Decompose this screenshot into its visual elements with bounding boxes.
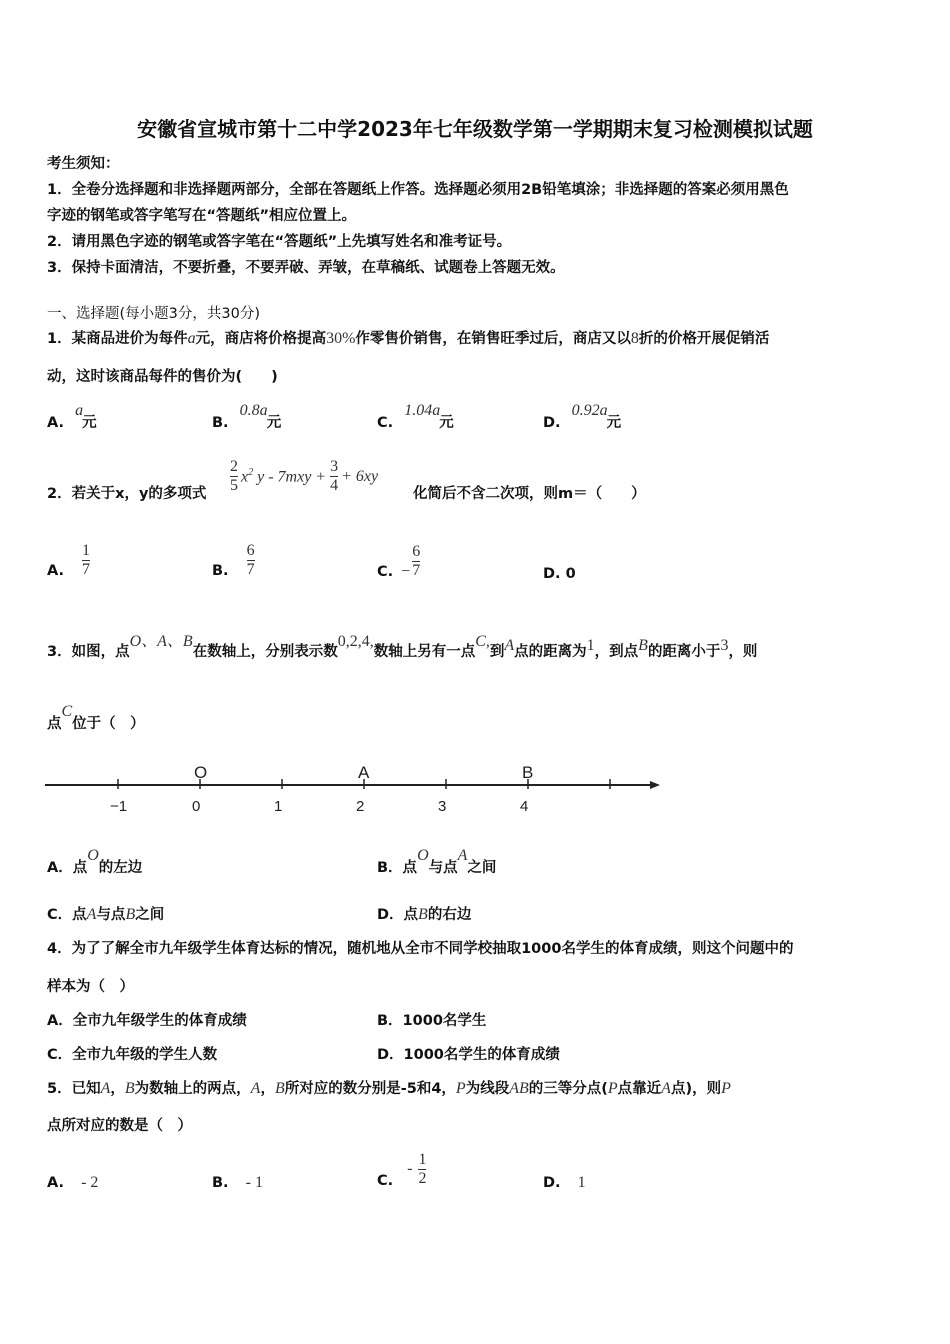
- notice-line-3: 3．保持卡面清洁，不要折叠，不要弄破、弄皱，在草稿纸、试题卷上答题无效。: [47, 260, 565, 276]
- number-line-tick-label: 0: [192, 798, 201, 815]
- number-line-tick-label: −1: [110, 798, 128, 815]
- q4-option-a[interactable]: A．全市九年级学生的体育成绩: [47, 1013, 247, 1029]
- question-1-line-2: 动，这时该商品每件的售价为( ): [47, 369, 278, 385]
- number-line-point-label: O: [194, 763, 208, 782]
- q2-option-b[interactable]: B. $\frac{6}{7}$: [212, 541, 255, 579]
- question-5: 5．已知A，B为数轴上的两点，A，B所对应的数分别是-5和4，P为线段AB的三等分点(P点靠近A点)，则P: [47, 1080, 731, 1097]
- q1-option-b[interactable]: B. 0.8a 元: [212, 402, 282, 431]
- q4-option-d[interactable]: D．1000名学生的体育成绩: [377, 1047, 560, 1063]
- question-4: 4．为了了解全市九年级学生体育达标的情况，随机地从全市不同学校抽取1000名学生的体育成绩，则这个问题中的: [47, 941, 794, 957]
- q1-option-d[interactable]: D. 0.92a 元: [543, 402, 622, 431]
- q4-option-b[interactable]: B．1000名学生: [377, 1013, 487, 1029]
- q3-option-b[interactable]: B．点O与点A之间: [377, 847, 497, 876]
- notice-line-1b: 字迹的钢笔或答字笔写在“答题纸”相应位置上。: [47, 208, 357, 224]
- number-line-tick-label: 1: [274, 798, 283, 815]
- number-line-arrow: [650, 781, 660, 789]
- notice-heading: 考生须知：: [47, 156, 120, 172]
- question-3: 3．如图，点O、A、B在数轴上，分别表示数0,2,4,数轴上另有一点C,到A点的距离为1，到点B的距离小于3，则: [47, 633, 758, 660]
- number-line-tick-label: 3: [438, 798, 447, 815]
- number-line-tick-label: 2: [356, 798, 365, 815]
- q1-option-a[interactable]: A. a 元: [47, 402, 97, 431]
- q1-option-c[interactable]: C. 1.04a 元: [377, 402, 454, 431]
- number-line-point-label: B: [522, 763, 534, 782]
- question-2-prefix: 2．若关于x，y的多项式: [47, 486, 207, 502]
- question-2-polynomial: $\frac{2}{5}$ $x^2$ y - 7mxy + $\frac{3}{4}$ + 6xy: [230, 458, 379, 494]
- number-line-point-label: A: [358, 763, 370, 782]
- notice-line-1a: 1．全卷分选择题和非选择题两部分，全部在答题纸上作答。选择题必须用2B铅笔填涂；非选择题的答案必须用黑色: [47, 182, 789, 198]
- question-2-suffix: 化简后不含二次项，则m＝（ ）: [413, 486, 646, 502]
- q3-option-a[interactable]: A．点O的左边: [47, 847, 143, 876]
- q3-option-d[interactable]: D．点B的右边: [377, 906, 472, 923]
- section-heading: 一、选择题(每小题3分，共30分): [47, 306, 260, 322]
- number-line: [40, 758, 670, 828]
- question-4-line-2: 样本为（ ）: [47, 979, 134, 995]
- question-5-line-2: 点所对应的数是（ ）: [47, 1118, 192, 1134]
- question-1: 1．某商品进价为每件a元，商店将价格提高30%作零售价销售，在销售旺季过后，商店又以8折的价格开展促销活: [47, 330, 770, 347]
- q4-option-c[interactable]: C．全市九年级的学生人数: [47, 1047, 218, 1063]
- q3-option-c[interactable]: C．点A与点B之间: [47, 906, 165, 923]
- q5-option-d[interactable]: D. 1: [543, 1174, 586, 1191]
- q2-option-c[interactable]: C. − $\frac{6}{7}$: [377, 542, 421, 580]
- q2-option-a[interactable]: A. $\frac{1}{7}$: [47, 541, 90, 579]
- number-line-tick-label: 4: [520, 798, 529, 815]
- notice-line-2: 2．请用黑色字迹的钢笔或答字笔在“答题纸”上先填写姓名和准考证号。: [47, 234, 512, 250]
- page-title: 安徽省宣城市第十二中学2023年七年级数学第一学期期末复习检测模拟试题: [137, 117, 813, 141]
- q5-option-c[interactable]: C. - $\frac{1}{2}$: [377, 1150, 427, 1189]
- q5-option-b[interactable]: B. - 1: [212, 1174, 263, 1191]
- q2-option-d[interactable]: D. 0: [543, 566, 576, 582]
- question-3-line-2: 点C位于（ ）: [47, 703, 145, 732]
- q5-option-a[interactable]: A. - 2: [47, 1174, 99, 1191]
